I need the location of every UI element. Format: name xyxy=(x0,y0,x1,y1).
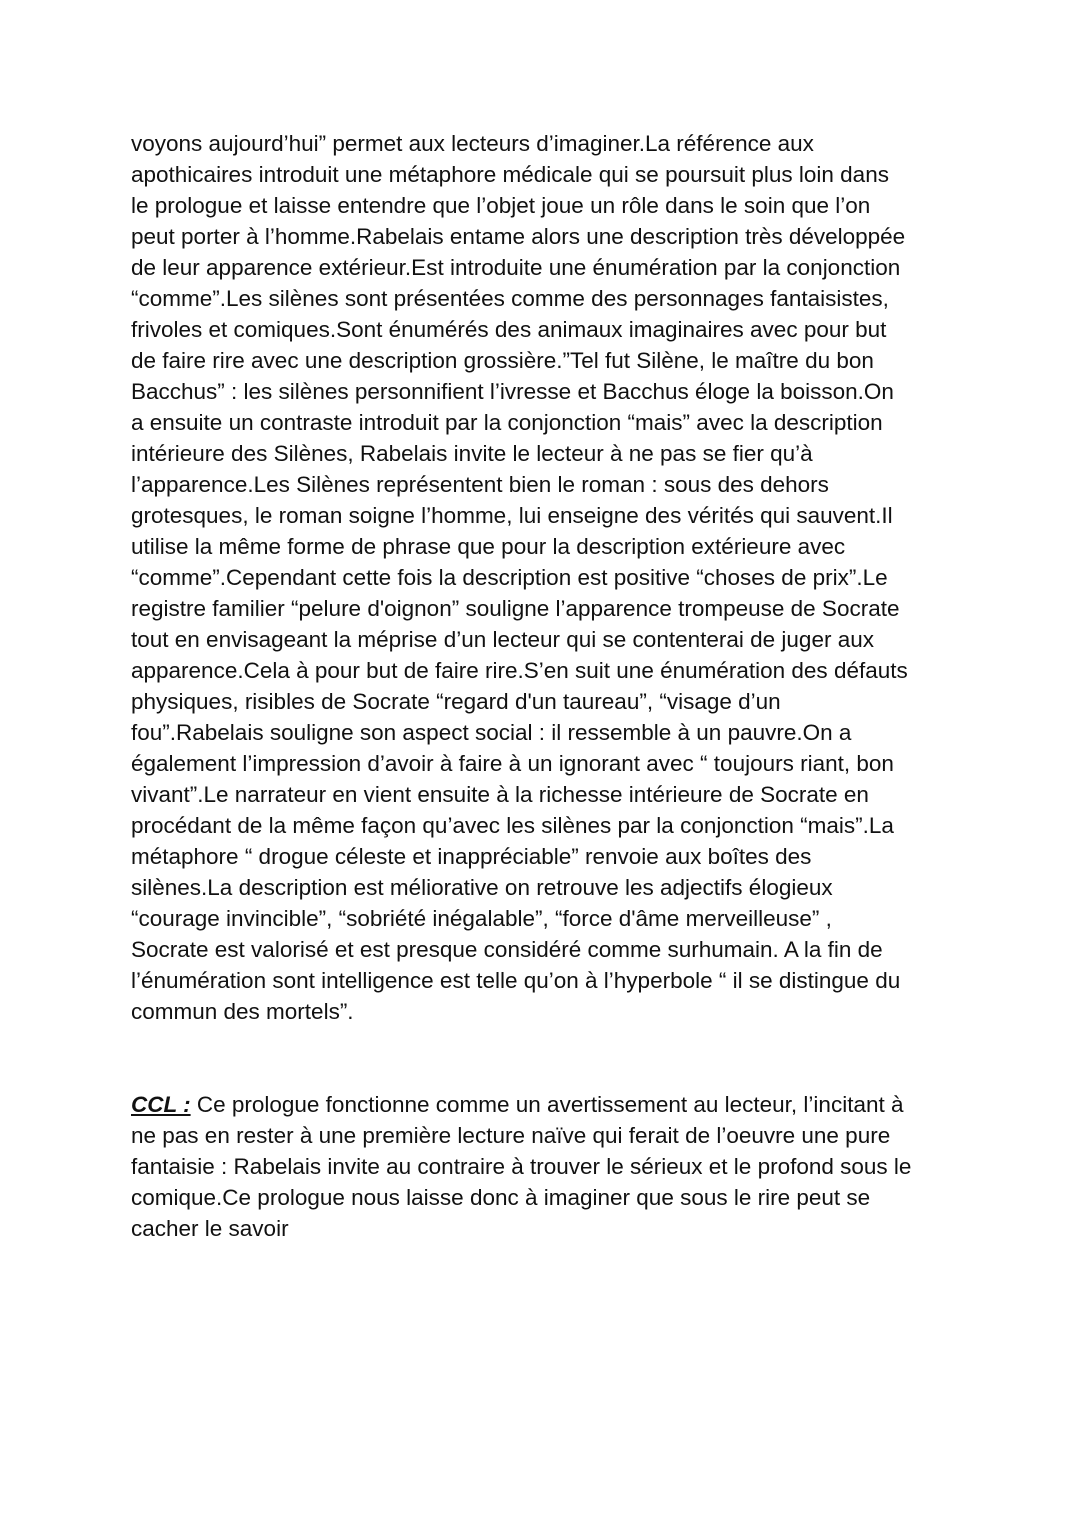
text-line: intérieure des Silènes, Rabelais invite le lecteur à ne pas se fier qu’à xyxy=(131,441,813,466)
text-line: grotesques, le roman soigne l’homme, lui enseigne des vérités qui sauvent.Il xyxy=(131,503,893,528)
text-line: “courage invincible”, “sobriété inégalable”, “force d'âme merveilleuse” , xyxy=(131,906,832,931)
text-line: de leur apparence extérieur.Est introduite une énumération par la conjonction xyxy=(131,255,901,280)
text-line: frivoles et comiques.Sont énumérés des animaux imaginaires avec pour but xyxy=(131,317,887,342)
document-page xyxy=(131,128,961,1244)
conclusion-line: fantaisie : Rabelais invite au contraire à trouver le sérieux et le profond sous le xyxy=(131,1154,912,1179)
conclusion-line: comique.Ce prologue nous laisse donc à imaginer que sous le rire peut se xyxy=(131,1185,871,1210)
text-line: apothicaires introduit une métaphore médicale qui se poursuit plus loin dans xyxy=(131,162,889,187)
text-line: commun des mortels”. xyxy=(131,999,354,1024)
paragraph-spacer xyxy=(131,1027,961,1089)
text-line: “comme”.Cependant cette fois la description est positive “choses de prix”.Le xyxy=(131,565,888,590)
conclusion-line: cacher le savoir xyxy=(131,1216,289,1241)
text-line: “comme”.Les silènes sont présentées comme des personnages fantaisistes, xyxy=(131,286,889,311)
text-line: de faire rire avec une description grossière.”Tel fut Silène, le maître du bon xyxy=(131,348,874,373)
text-line: procédant de la même façon qu’avec les silènes par la conjonction “mais”.La xyxy=(131,813,894,838)
text-line: voyons aujourd’hui” permet aux lecteurs d’imaginer.La référence aux xyxy=(131,131,814,156)
text-line: apparence.Cela à pour but de faire rire.S’en suit une énumération des défauts xyxy=(131,658,908,683)
conclusion-first-line-text: Ce prologue fonctionne comme un avertissement au lecteur, l’incitant à xyxy=(190,1092,904,1117)
text-line: registre familier “pelure d'oignon” souligne l’apparence trompeuse de Socrate xyxy=(131,596,900,621)
conclusion-first-line xyxy=(131,1089,961,1120)
conclusion-line: ne pas en rester à une première lecture naïve qui ferait de l’oeuvre une pure xyxy=(131,1123,891,1148)
text-line: silènes.La description est méliorative on retrouve les adjectifs élogieux xyxy=(131,875,833,900)
text-line: vivant”.Le narrateur en vient ensuite à la richesse intérieure de Socrate en xyxy=(131,782,869,807)
analysis-paragraph xyxy=(131,128,961,1027)
conclusion-label: CCL : xyxy=(131,1092,191,1117)
text-line: Bacchus” : les silènes personnifient l’ivresse et Bacchus éloge la boisson.On xyxy=(131,379,894,404)
text-line: peut porter à l’homme.Rabelais entame alors une description très développée xyxy=(131,224,906,249)
text-line: métaphore “ drogue céleste et inappréciable” renvoie aux boîtes des xyxy=(131,844,812,869)
text-line: l’apparence.Les Silènes représentent bien le roman : sous des dehors xyxy=(131,472,829,497)
conclusion-paragraph xyxy=(131,1089,961,1244)
text-line: l’énumération sont intelligence est telle qu’on à l’hyperbole “ il se distingue du xyxy=(131,968,901,993)
text-line: également l’impression d’avoir à faire à un ignorant avec “ toujours riant, bon xyxy=(131,751,894,776)
text-line: fou”.Rabelais souligne son aspect social : il ressemble à un pauvre.On a xyxy=(131,720,852,745)
text-line: a ensuite un contraste introduit par la conjonction “mais” avec la description xyxy=(131,410,883,435)
text-line: le prologue et laisse entendre que l’objet joue un rôle dans le soin que l’on xyxy=(131,193,871,218)
text-line: utilise la même forme de phrase que pour la description extérieure avec xyxy=(131,534,846,559)
text-line: Socrate est valorisé et est presque considéré comme surhumain. A la fin de xyxy=(131,937,883,962)
text-line: tout en envisageant la méprise d’un lecteur qui se contenterai de juger aux xyxy=(131,627,874,652)
text-line: physiques, risibles de Socrate “regard d'un taureau”, “visage d’un xyxy=(131,689,781,714)
